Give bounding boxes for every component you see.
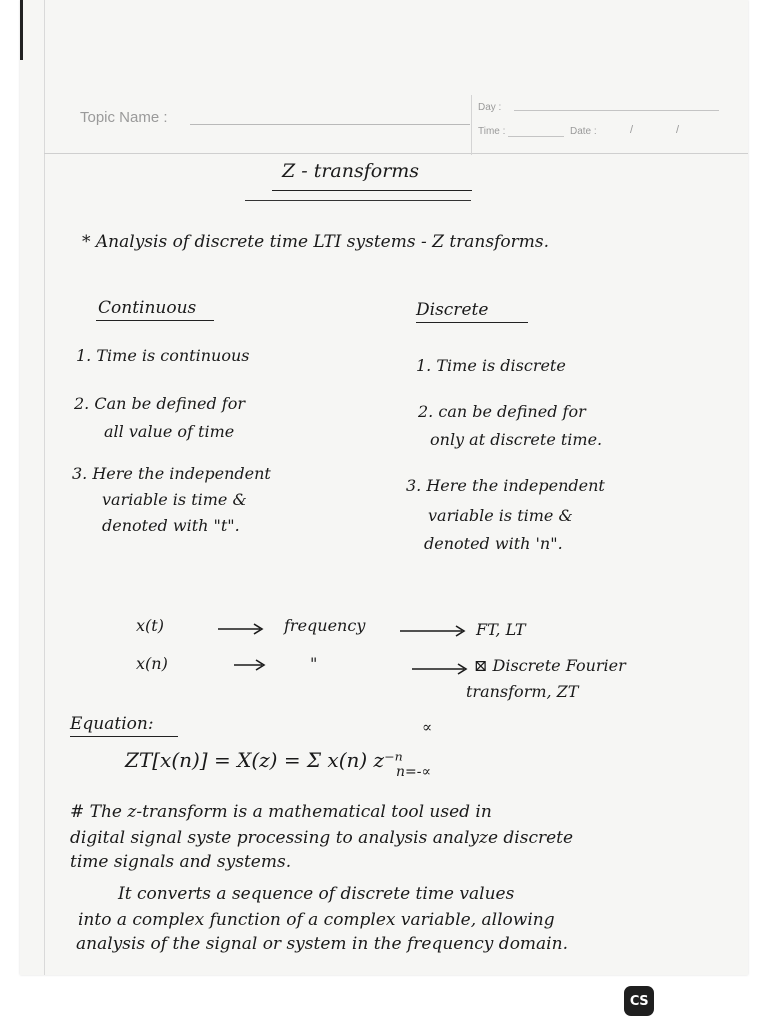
equation-heading: Equation: [70,714,154,734]
paragraph-1-line-3: time signals and systems. [70,852,292,872]
title-underline [245,200,471,201]
arrow-icon [232,658,268,672]
sum-upper-limit: ∝ [422,718,433,736]
continuous-point-3-line-1: 3. Here the independent [72,464,271,483]
paragraph-2-line-2: into a complex function of a complex variable, allowing [78,910,555,930]
z-transform-equation: ZT[x(n)] = X(z) = Σ x(n) z⁻ⁿ [125,748,403,772]
equation-heading-underline [70,736,178,737]
arrow-icon [410,662,470,676]
discrete-point-3-line-2: variable is time & [428,506,573,525]
topic-name-line [190,124,470,125]
discrete-point-3-line-1: 3. Here the independent [406,476,605,495]
time-line [508,136,564,137]
margin-line [44,0,45,975]
date-slash: / [630,124,634,136]
mapping-ditto: " [310,654,318,673]
mapping-frequency: frequency [284,616,366,635]
date-slash: / [676,124,680,136]
discrete-point-2-line-2: only at discrete time. [430,430,603,449]
mapping-dft-line-1: ⊠ Discrete Fourier [474,656,626,675]
header-separator [471,95,472,155]
discrete-point-1: 1. Time is discrete [416,356,566,375]
date-label: Date : [570,126,597,137]
discrete-heading-underline [416,322,528,323]
continuous-heading: Continuous [98,298,197,318]
page-edge [20,0,23,60]
mapping-ft-lt: FT, LT [476,620,526,639]
continuous-heading-underline [96,320,214,321]
title-underline [272,190,472,191]
continuous-point-1: 1. Time is continuous [76,346,250,365]
sum-lower-limit: n=-∝ [396,764,431,780]
discrete-point-3-line-3: denoted with 'n". [424,534,563,553]
paragraph-2-line-1: It converts a sequence of discrete time values [118,884,515,904]
topic-name-label: Topic Name : [80,109,168,126]
header-rule [44,153,748,154]
paragraph-2-line-3: analysis of the signal or system in the frequency domain. [76,934,568,954]
continuous-point-3-line-2: variable is time & [102,490,247,509]
discrete-heading: Discrete [416,300,489,320]
arrow-icon [216,622,266,636]
camscanner-logo: CS [624,986,654,1016]
continuous-point-3-line-3: denoted with "t". [102,516,240,535]
analysis-line: * Analysis of discrete time LTI systems - Z transforms. [82,232,550,252]
mapping-xn: x(n) [136,654,168,673]
mapping-xt: x(t) [136,616,164,635]
continuous-point-2-line-1: 2. Can be defined for [74,394,246,413]
continuous-point-2-line-2: all value of time [104,422,235,441]
time-label: Time : [478,126,506,137]
arrow-icon [398,624,468,638]
page-title: Z - transforms [282,160,420,182]
discrete-point-2-line-1: 2. can be defined for [418,402,586,421]
paragraph-1-line-1: # The z-transform is a mathematical tool used in [70,802,492,822]
day-label: Day : [478,102,502,113]
paragraph-1-line-2: digital signal syste processing to analysis analyze discrete [70,828,574,848]
day-line [514,110,719,111]
mapping-dft-line-2: transform, ZT [466,682,579,701]
